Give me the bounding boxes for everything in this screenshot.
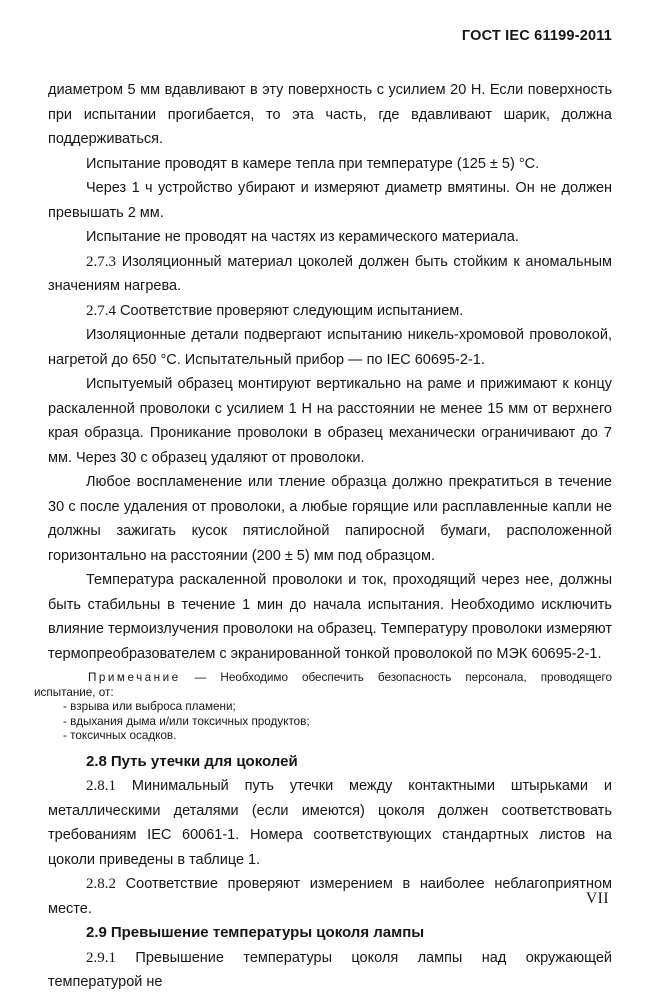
- page-number: VII: [585, 890, 609, 907]
- paragraph: Любое воспламенение или тление образца должно прекратиться в течение 30 с после удаления от проволоки, а любые горящие или расплавленные капли не должны зажигать кусок пятислойной папиросной бумаги, расположенной горизонтально на расстоянии (200 ± 5) мм под образцом.: [48, 474, 612, 564]
- paragraph: Испытание не проводят на частях из керамического материала.: [86, 229, 519, 245]
- paragraph-text: Превышение температуры цоколя лампы над окружающей температурой не: [48, 949, 612, 990]
- heading-number: 2.9: [86, 924, 107, 941]
- paragraph: [48, 774, 612, 872]
- section-number: 2.9.1: [86, 949, 116, 966]
- section-number: 2.8.1: [86, 778, 116, 794]
- paragraph: [48, 872, 612, 921]
- heading-number: 2.8: [86, 752, 107, 770]
- paragraph-text: Минимальный путь утечки между контактными штырьками и металлическими деталями (если имеются) цоколя должен соответствовать требованиям IEC 60061-1. Номера соответствующих стандартных листов на цоколи приведены в таблице 1.: [48, 778, 612, 868]
- note-lead: [34, 670, 612, 700]
- paragraph: [48, 250, 612, 299]
- section-heading-2-8: [48, 750, 612, 775]
- section-number: 2.8.2: [86, 876, 116, 892]
- note-block: [34, 670, 612, 744]
- paragraph-text: Изоляционный материал цоколей должен быть стойким к аномальным значениям нагрева.: [48, 253, 613, 294]
- heading-title: Путь утечки для цоколей: [110, 752, 298, 770]
- paragraph: Испытуемый образец монтируют вертикально на раме и прижимают к концу раскаленной проволоки с усилием 1 Н на расстоянии не менее 15 мм от верхнего края образца. Проникание проволоки в образец механически ограничивают до 7 мм. Через 30 с образец удаляют от проволоки.: [48, 376, 612, 466]
- note-item: - взрыва или выброса пламени;: [63, 700, 236, 713]
- paragraph-text: Соответствие проверяют следующим испытанием.: [120, 302, 464, 319]
- note-label: Примечание: [88, 671, 181, 684]
- paragraph: [48, 946, 612, 995]
- paragraph-text: Соответствие проверяют измерением в наиболее неблагоприятном месте.: [48, 876, 612, 917]
- heading-title: Превышение температуры цоколя лампы: [110, 924, 425, 941]
- paragraph: Через 1 ч устройство убирают и измеряют диаметр вмятины. Он не должен превышать 2 мм.: [48, 180, 612, 221]
- paragraph: Изоляционные детали подвергают испытанию никель-хромовой проволокой, нагретой до 650 °С. Испытательный прибор — по IEC 60695-2-1.: [48, 327, 612, 368]
- section-number: 2.7.4: [86, 302, 116, 319]
- note-item: - вдыхания дыма и/или токсичных продуктов;: [63, 714, 310, 728]
- paragraph: [48, 299, 612, 324]
- paragraph: диаметром 5 мм вдавливают в эту поверхность с усилием 20 Н. Если поверхность при испытании прогибается, то эта часть, где вдавливают шарик, должна поддерживаться.: [48, 82, 612, 147]
- page-content: [34, 78, 613, 995]
- note-text: — Необходимо обеспечить безопасность персонала, проводящего испытание, от:: [34, 671, 612, 699]
- section-number: 2.7.3: [86, 253, 116, 270]
- section-heading-2-9: [48, 921, 612, 946]
- paragraph: Испытание проводят в камере тепла при температуре (125 ± 5) °С.: [86, 155, 540, 172]
- running-header: ГОСТ IEC 61199-2011: [461, 28, 612, 44]
- note-item: - токсичных осадков.: [63, 729, 177, 742]
- paragraph: Температура раскаленной проволоки и ток, проходящий через нее, должны быть стабильны в течение 1 мин до начала испытания. Необходимо исключить влияние термоизлучения проволоки на образец. Температуру проволоки измеряют термопреобразователем с экранированной тонкой проволокой по МЭК 60695-2-1.: [48, 572, 612, 662]
- note-items: [34, 700, 612, 744]
